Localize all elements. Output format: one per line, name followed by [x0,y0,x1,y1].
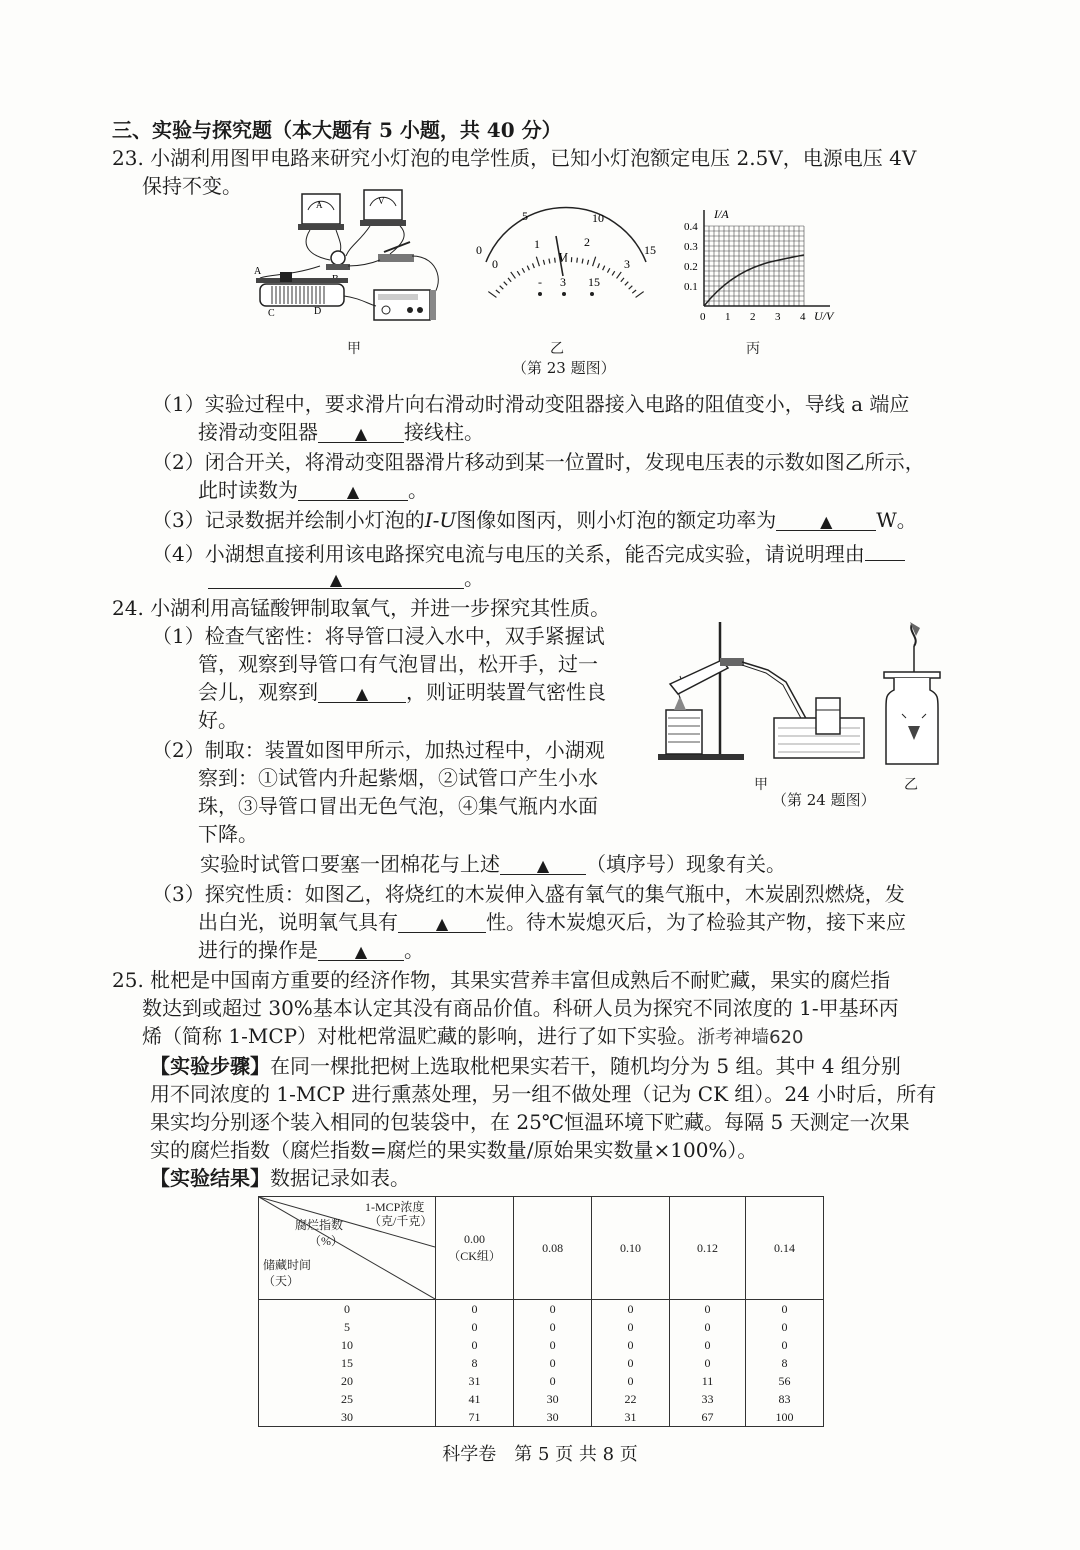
blank-marker: ▲ [355,684,369,703]
table-header-row [259,1197,824,1300]
dial-tick-mark [629,286,633,289]
q24-gas-bottle-figure [880,618,950,768]
table-row: 10 0 0 0 0 0 [259,1336,824,1354]
table-row: 0 0 0 0 0 0 [259,1300,824,1319]
ammeter-label: A [316,200,323,210]
graph-y-label: I/A [714,207,729,221]
corner-conc-unit: （克/千克） [369,1214,433,1228]
table-row: 25 41 30 22 33 83 [259,1390,824,1408]
q25-line1: 25. 枇杷是中国南方重要的经济作物，其果实营养丰富但成熟后不耐贮藏，果实的腐烂指 [112,968,891,992]
q24-part3-line2 [198,908,906,936]
q25-steps-line1 [150,1052,901,1080]
q24-fig-label-yi: 乙 [904,777,918,793]
rot-index-table [258,1196,824,1427]
q24-part3-answer-blank2[interactable] [318,936,404,961]
q23-part2-text-end: 。 [408,478,428,502]
q25-result-line [150,1164,410,1192]
dial-tick-mark [598,263,600,268]
graph-y-tick-0.3: 0.3 [684,241,698,253]
q25-steps-line3: 果实均分别逐个装入相同的包装袋中，在 25℃恒温环境下贮藏。每隔 5 天测定一次果 [150,1110,910,1134]
dial-top-tick-10: 10 [592,211,604,225]
table-row: 30 71 30 31 67 100 [259,1408,824,1427]
q24-part1-line1: （1）检查气密性：将导管口浸入水中，双手紧握试 [152,624,605,648]
q25-steps-line4: 实的腐烂指数（腐烂指数=腐烂的果实数量/原始果实数量×100%）。 [150,1138,758,1162]
q25-steps-line2: 用不同浓度的 1-MCP 进行熏蒸处理，另一组不做处理（记为 CK 组）。24 小时后，所有 [150,1082,937,1106]
dial-bottom-tick-0: 0 [492,257,498,271]
corner-rot-label: 腐烂指数 [295,1218,344,1232]
q23-part1-line2 [198,418,484,446]
q24-part2-answer-blank[interactable] [500,850,586,875]
dial-tick-mark [527,266,529,271]
q25-steps-text1: 在同一棵批把树上选取枇杷果实若干，随机均分为 5 组。其中 4 组分别 [270,1054,901,1078]
dial-terminal-15: 15 [588,275,600,289]
q24-part3-text: 出白光，说明氧气具有 [198,910,398,934]
dial-bottom-tick-1: 1 [534,237,540,251]
q23-part3-iu: I-U [424,508,457,532]
q25-line2: 数达到或超过 30%基本认定其没有商品价值。科研人员为探究不同浓度的 1-甲基环丙 [142,996,899,1020]
dial-tick-mark [543,260,544,265]
q23-voltmeter-dial [468,206,664,302]
q24-part3-text-mid: 性。待木炭熄灭后，为了检验其产物，接下来应 [486,910,906,934]
corner-rot-unit: （%） [309,1234,343,1248]
q23-figure-caption: （第 23 题图） [512,359,616,377]
graph-x-tick-4: 4 [800,311,806,323]
dial-tick-mark [625,282,628,286]
dial-top-tick-15: 15 [644,243,656,257]
q23-part3-text-mid: 图像如图丙，则小灯泡的额定功率为 [456,508,777,532]
dial-tick-mark [508,278,511,282]
col-header-4: 0.14 [746,1197,824,1300]
circuit-label-c: C [268,308,275,319]
q23-part4-text: （4）小湖想直接利用该电路探究电流与电压的关系，能否完成实验，请说明理由 [152,542,865,566]
q23-part1-answer-blank[interactable] [318,418,404,443]
dial-terminal-minus: - [538,275,542,289]
col-header-2: 0.10 [592,1197,670,1300]
q23-part2-answer-blank[interactable] [298,476,408,501]
q24-stem: 24. 小湖利用高锰酸钾制取氧气，并进一步探究其性质。 [112,596,611,620]
dial-tick-mark [636,292,644,298]
q23-part1-text-end: 接线柱。 [404,420,484,444]
col-header-3: 0.12 [670,1197,746,1300]
q23-part1-line1: （1）实验过程中，要求滑片向右滑动时滑动变阻器接入电路的阻值变小，导线 a 端应 [152,392,910,416]
q24-part3-line3 [198,936,424,964]
table-corner-cell [259,1197,436,1300]
graph-y-tick-0.4: 0.4 [684,221,698,233]
table-row: 5 0 0 0 0 0 [259,1318,824,1336]
q23-part2-line2 [198,476,428,504]
q23-part3-answer-blank[interactable] [776,506,876,531]
dial-tick-mark [522,268,524,272]
q23-part4-answer-blank[interactable] [208,564,464,589]
dial-bottom-tick-2: 2 [584,235,590,249]
graph-x-tick-0: 0 [700,311,706,323]
corner-time-label: 储藏时间 [263,1258,312,1272]
q23-iu-graph [680,206,840,324]
q24-part1-text: 会儿，观察到 [198,680,318,704]
q24-part1-line2: 管，观察到导管口有气泡冒出，松开手，过一 [198,652,598,676]
dial-tick-mark [555,258,556,263]
graph-x-tick-1: 1 [725,311,731,323]
q25-result-label: 【实验结果】 [150,1166,270,1190]
q24-apparatus-figure [650,618,870,768]
dial-tick-mark [593,257,596,267]
dial-tick-mark [577,258,578,263]
q25-line3-text: 烯（简称 1-MCP）对枇杷常温贮藏的影响，进行了如下实验。 [142,1024,698,1048]
q24-fig-label-jia: 甲 [754,777,768,793]
graph-x-tick-3: 3 [775,311,781,323]
blank-marker: ▲ [820,512,833,531]
col-header-0: 0.00 （CK组） [436,1197,514,1300]
q23-part4-line2 [208,564,484,592]
q25-line3 [142,1022,803,1052]
q24-part3-answer-blank1[interactable] [398,908,486,933]
table-row: 15 8 0 0 0 8 [259,1354,824,1372]
dial-tick-mark [587,260,588,265]
dial-tick-mark [621,278,624,282]
corner-time-unit: （天） [263,1274,300,1288]
blank-marker: ▲ [536,856,550,875]
q25-steps-label: 【实验步骤】 [150,1054,270,1078]
graph-y-tick-0.2: 0.2 [684,261,698,273]
q23-stem-line1: 23. 小湖利用图甲电路来研究小灯泡的电学性质，已知小灯泡额定电压 2.5V，电源电压 4V [112,146,917,170]
dial-tick-mark [504,282,507,286]
q23-circuit-figure [250,186,450,336]
section-title: 三、实验与探究题（本大题有 5 小题，共 40 分） [112,118,562,142]
q24-part1-answer-blank[interactable] [318,678,406,703]
dial-tick-mark [500,286,504,289]
dial-tick-mark [612,271,615,275]
circuit-label-d: D [314,306,322,317]
blank-marker: ▲ [329,570,343,589]
q23-fig-label-bing: 丙 [746,341,760,357]
q24-part1-line3 [198,678,606,706]
q24-part2-text: 实验时试管口要塞一团棉花与上述 [200,852,500,876]
blank-marker: ▲ [354,942,368,961]
blank-marker: ▲ [346,482,360,501]
dial-tick-mark [496,290,500,293]
col-header-1: 0.08 [514,1197,592,1300]
dial-tick-mark [533,263,535,268]
q23-part4-text-end: 。 [464,566,484,590]
dial-tick-mark [517,271,520,275]
q24-part2-line4: 下降。 [198,822,258,846]
blank-marker: ▲ [435,914,449,933]
dial-top-tick-5: 5 [522,209,528,223]
q24-figure-caption: （第 24 题图） [772,791,876,809]
q24-part3-text-end: 。 [404,938,424,962]
table-row: 20 31 0 0 11 56 [259,1372,824,1390]
q24-part2-text-end: （填序号）现象有关。 [586,852,786,876]
q23-part3 [152,506,917,534]
dial-tick-mark [488,292,496,298]
dial-unit: V [558,251,567,266]
q23-fig-label-jia: 甲 [347,341,361,357]
q24-part3-text2: 进行的操作是 [198,938,318,962]
q24-part2-line5 [200,850,786,878]
dial-tick-mark [536,257,539,267]
q23-part3-text-end: W。 [876,508,917,532]
q24-part1-text-end: ，则证明装置气密性良 [406,680,606,704]
graph-x-tick-2: 2 [750,311,756,323]
q24-part2-line3: 珠，③导管口冒出无色气泡，④集气瓶内水面 [198,794,598,818]
dial-terminal-3: 3 [560,275,566,289]
graph-y-tick-0.1: 0.1 [684,281,698,293]
q25-result-text: 数据记录如表。 [270,1166,410,1190]
blank-marker: ▲ [354,424,368,443]
dial-tick-mark [582,259,583,264]
dial-tick-mark [603,266,605,271]
dial-bottom-tick-3: 3 [624,257,630,271]
q23-part3-text: （3）记录数据并绘制小灯泡的 [152,508,425,532]
page-footer: 科学卷 第 5 页 共 8 页 [442,1444,638,1465]
q23-fig-label-yi: 乙 [550,341,564,357]
dial-tick-mark [632,290,636,293]
q23-part4-answer-blank-start[interactable] [865,536,905,561]
dial-top-tick-0: 0 [476,243,482,257]
voltmeter-label: V [378,196,385,206]
dial-tick-mark [617,272,622,278]
q24-part1-line4: 好。 [198,708,238,732]
q24-part2-line2: 察到：①试管内升起紫烟，②试管口产生小水 [198,766,598,790]
dial-tick-mark [549,259,550,264]
q23-part1-text: 接滑动变阻器 [198,420,318,444]
circuit-label-a: A [254,266,262,277]
graph-x-label: U/V [814,309,834,323]
q23-part2-text: 此时读数为 [198,478,298,502]
corner-conc-label: 1-MCP浓度 [365,1200,425,1214]
q23-part2-line1: （2）闭合开关，将滑动变阻器滑片移动到某一位置时，发现电压表的示数如图乙所示， [152,450,925,474]
q23-stem-line2: 保持不变。 [142,174,242,198]
q24-part2-line1: （2）制取：装置如图甲所示，加热过程中，小湖观 [152,738,605,762]
dial-tick-mark [607,268,609,272]
q24-part3-line1: （3）探究性质：如图乙，将烧红的木炭伸入盛有氧气的集气瓶中，木炭剧烈燃烧，发 [152,882,905,906]
dial-tick-mark [511,272,516,278]
watermark: 浙考神墙620 [697,1027,804,1048]
